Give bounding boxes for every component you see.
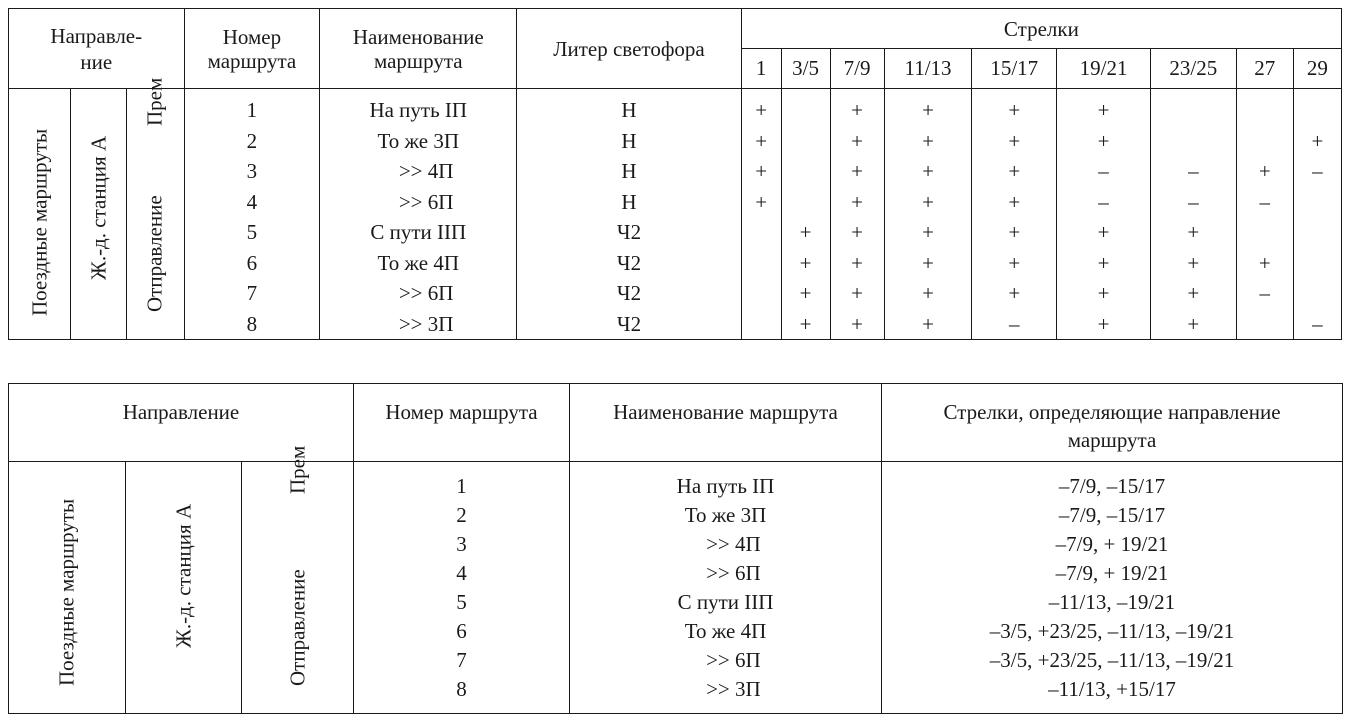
route-num-cell: 8: [456, 677, 467, 701]
switch-cell: +: [922, 128, 934, 153]
side-label-arrival-departure: Отправление Прем: [127, 89, 184, 340]
route-name-cell: >> 6П: [690, 561, 761, 585]
switch-cell: +: [922, 220, 934, 244]
route-signal-cell: Ч2: [616, 250, 642, 275]
switch-column-29: [1293, 89, 1341, 340]
switch-header-7-9: 7/9: [830, 49, 884, 89]
switch-cell: +: [851, 189, 863, 214]
switch-cell: –: [1188, 159, 1199, 183]
side-label-train-routes: Поездные маршруты: [9, 462, 126, 714]
side-label-arrival-departure: Отправление Прем: [242, 462, 354, 714]
switch-cell: +: [755, 189, 768, 214]
switch-cell: [1237, 95, 1293, 126]
route-num-cell: 7: [246, 281, 258, 305]
switch-cell: +: [1008, 281, 1021, 305]
route-num-cell: 6: [456, 619, 467, 643]
signal-column: [517, 89, 742, 340]
switch-header-29: 29: [1293, 49, 1341, 89]
route-switches-cell: –3/5, +23/25, –11/13, –19/21: [989, 648, 1235, 672]
route-name-cell: То же 4П: [684, 619, 767, 643]
route-switches-cell: –11/13, –19/21: [1048, 590, 1176, 614]
switch-header-3-5: 3/5: [781, 49, 830, 89]
switch-cell: +: [1008, 98, 1021, 122]
switch-cell: +: [851, 98, 863, 122]
switch-cell: –: [1259, 189, 1271, 214]
switch-cell: +: [922, 189, 934, 214]
switch-cell: +: [1097, 281, 1110, 305]
route-name-cell: >> 4П: [383, 159, 454, 183]
switch-cell: +: [922, 281, 934, 305]
switch-cell: +: [922, 250, 934, 275]
route-name-cell: >> 6П: [383, 281, 454, 305]
switch-cell: [782, 95, 830, 126]
switch-cell: +: [1097, 128, 1110, 153]
switch-cell: +: [1008, 189, 1021, 214]
switch-cell: [1237, 309, 1293, 340]
route-num-cell: 4: [246, 189, 258, 214]
route-signal-cell: Ч2: [616, 281, 642, 305]
switch-column-23-25: [1150, 89, 1236, 340]
switch-cell: [1294, 217, 1341, 248]
routes-switches-table: [8, 8, 1342, 340]
route-name-cell: С пути IIП: [370, 220, 467, 244]
switch-header-15-17: 15/17: [972, 49, 1057, 89]
route-switches-cell: –3/5, +23/25, –11/13, –19/21: [989, 619, 1235, 643]
route-switches-cell: –11/13, +15/17: [1048, 677, 1176, 701]
switch-cell: +: [1311, 128, 1324, 153]
switch-header-1: 1: [741, 49, 781, 89]
switch-cell: +: [1008, 250, 1021, 275]
switch-column-19-21: [1057, 89, 1151, 340]
switch-cell: +: [1258, 159, 1271, 183]
switch-column-3-5: [781, 89, 830, 340]
route-num-cell: 7: [456, 648, 467, 672]
switch-cell: +: [1258, 250, 1271, 275]
switch-cell: +: [851, 311, 863, 336]
switch-cell: [1151, 126, 1236, 157]
switch-cell: +: [851, 128, 863, 153]
side-label-station: Ж.-д. станция А: [71, 89, 127, 340]
route-signal-cell: Н: [621, 98, 637, 122]
route-switches-cell: –7/9, + 19/21: [1055, 561, 1169, 585]
switch-cell: +: [851, 220, 863, 244]
routes-direction-table: [8, 383, 1343, 714]
switch-cell: –: [1008, 311, 1020, 336]
switch-cell: [742, 217, 781, 248]
route-number-column: [354, 462, 570, 714]
route-num-cell: 1: [246, 98, 258, 122]
switch-header-23-25: 23/25: [1150, 49, 1236, 89]
route-num-cell: 6: [246, 250, 258, 275]
switch-cell: –: [1312, 159, 1323, 183]
switch-cell: +: [1187, 281, 1200, 305]
route-name-cell: >> 3П: [690, 677, 761, 701]
switch-column-27: [1236, 89, 1293, 340]
switch-header-27: 27: [1236, 49, 1293, 89]
switch-cell: +: [851, 159, 863, 183]
switch-cell: +: [1008, 220, 1021, 244]
route-num-cell: 2: [456, 503, 467, 527]
route-num-cell: 5: [456, 590, 467, 614]
route-signal-cell: Н: [621, 128, 637, 153]
route-signal-cell: Ч2: [616, 311, 642, 336]
switch-cell: +: [755, 98, 768, 122]
route-name-cell: То же 3П: [377, 128, 459, 153]
route-number-column: [184, 89, 320, 340]
switch-cell: +: [799, 250, 812, 275]
switch-cell: [782, 187, 830, 218]
switch-cell: +: [755, 128, 768, 153]
switch-cell: [1237, 126, 1293, 157]
route-name-cell: >> 6П: [690, 648, 761, 672]
route-name-cell: С пути IIП: [677, 590, 774, 614]
header-direction-switches: Стрелки, определяющие направление маршрута: [882, 384, 1343, 462]
side-label-train-routes: Поездные маршруты: [9, 89, 71, 340]
route-num-cell: 2: [246, 128, 258, 153]
switch-cell: –: [1312, 311, 1323, 336]
switch-cell: +: [1187, 250, 1200, 275]
header-route-name: Наименование маршрута: [570, 384, 882, 462]
switch-column-11-13: [884, 89, 972, 340]
switch-column-15-17: [972, 89, 1057, 340]
header-route-number: Номер маршрута: [354, 384, 570, 462]
switch-cell: –: [1259, 281, 1271, 305]
route-switches-cell: –7/9, –15/17: [1058, 503, 1166, 527]
route-name-cell: На путь IП: [676, 474, 775, 498]
route-num-cell: 8: [246, 311, 258, 336]
route-name-cell: То же 4П: [377, 250, 459, 275]
switch-cell: +: [1187, 311, 1200, 336]
switch-cell: +: [922, 98, 934, 122]
switch-cell: +: [1097, 311, 1110, 336]
route-switches-cell: –7/9, –15/17: [1058, 474, 1166, 498]
switch-cell: –: [1098, 159, 1109, 183]
switch-cell: [1294, 278, 1341, 309]
route-name-cell: На путь IП: [369, 98, 468, 122]
route-signal-cell: Н: [621, 189, 637, 214]
switch-cell: –: [1188, 189, 1199, 214]
switch-header-11-13: 11/13: [884, 49, 972, 89]
switch-header-19-21: 19/21: [1057, 49, 1151, 89]
route-signal-cell: Н: [621, 159, 637, 183]
switch-column-7-9: [830, 89, 884, 340]
direction-switches-column: [882, 462, 1343, 714]
header-direction: Направление: [9, 384, 354, 462]
switch-cell: +: [922, 159, 934, 183]
header-route-number: Номер маршрута: [184, 9, 320, 89]
switch-cell: [1151, 95, 1236, 126]
switch-cell: +: [1097, 220, 1110, 244]
switch-cell: +: [755, 159, 768, 183]
route-num-cell: 1: [456, 474, 467, 498]
switch-cell: +: [1008, 159, 1021, 183]
switch-cell: [1294, 187, 1341, 218]
route-name-column: [570, 462, 882, 714]
switch-cell: +: [1097, 250, 1110, 275]
switch-cell: [742, 309, 781, 340]
route-name-cell: >> 3П: [383, 311, 454, 336]
route-name-cell: >> 4П: [690, 532, 761, 556]
switch-cell: +: [851, 250, 863, 275]
route-signal-cell: Ч2: [616, 220, 642, 244]
switch-cell: +: [1097, 98, 1110, 122]
route-num-cell: 4: [456, 561, 467, 585]
switch-cell: +: [799, 311, 812, 336]
switch-cell: [782, 156, 830, 187]
switch-column-1: [741, 89, 781, 340]
side-label-station: Ж.-д. станция А: [126, 462, 242, 714]
switch-cell: [742, 248, 781, 279]
switch-cell: +: [799, 281, 812, 305]
switch-cell: +: [1187, 220, 1200, 244]
route-num-cell: 5: [246, 220, 258, 244]
route-name-cell: >> 6П: [383, 189, 454, 214]
switch-cell: [742, 278, 781, 309]
switch-cell: +: [922, 311, 934, 336]
route-switches-cell: –7/9, + 19/21: [1055, 532, 1169, 556]
switch-cell: –: [1098, 189, 1109, 214]
switch-cell: [1237, 217, 1293, 248]
switch-cell: +: [851, 281, 863, 305]
header-direction: Направле- ние: [9, 9, 185, 89]
switch-cell: [782, 126, 830, 157]
header-switches: Стрелки: [741, 9, 1341, 49]
route-num-cell: 3: [246, 159, 258, 183]
switch-cell: [1294, 95, 1341, 126]
header-signal: Литер светофора: [517, 9, 742, 89]
switch-cell: [1294, 248, 1341, 279]
route-num-cell: 3: [456, 532, 467, 556]
switch-cell: +: [799, 220, 812, 244]
route-name-column: [320, 89, 517, 340]
header-route-name: Наименование маршрута: [320, 9, 517, 89]
switch-cell: +: [1008, 128, 1021, 153]
route-name-cell: То же 3П: [684, 503, 767, 527]
